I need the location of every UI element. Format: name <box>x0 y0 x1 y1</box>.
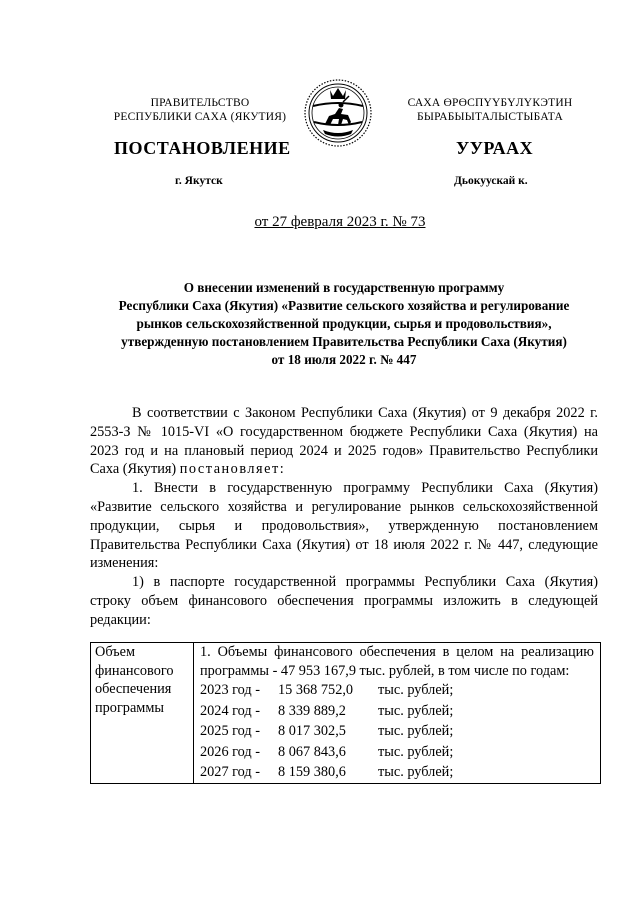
paragraph-subitem-1: 1) в паспорте государственной программы Республики Саха (Якутия) строку объем финансового обеспечения программы изложить в следующей редакции: <box>90 574 598 628</box>
year-label: 2024 год - <box>200 702 261 719</box>
city-ru: г. Якутск <box>175 175 223 187</box>
preamble-text: В соответствии с Законом Республики Саха (Якутия) от 9 декабря 2022 г. 2553-З № 1015-VI «О государственном бюджете Республики Саха (Якутия) на 2023 год и на плановый период 2024 и 2025 годов» Правительство Республики Саха (Якутия) <box>90 405 598 478</box>
doc-type-ru: ПОСТАНОВЛЕНИЕ <box>114 138 291 158</box>
table-row <box>91 643 601 784</box>
issuer-sakha-line2: БЫРАБЫЫТАЛЫСТЫБАТА <box>417 111 563 123</box>
year-row <box>200 680 594 701</box>
year-amount: 8 017 302,5 <box>278 723 346 740</box>
paragraph-item-1: 1. Внести в государственную программу Республики Саха (Якутия) «Развитие сельского хозяйства и регулирование рынков сельскохозяйственной продукции, сырья и продовольствия», утвержденную постановлением Правительства Республики Саха (Якутия) от 18 июля 2022 г. № 447, следующие изменения: <box>90 480 598 572</box>
document-number-date: от 27 февраля 2023 г. № 73 <box>254 214 426 230</box>
year-label: 2025 год - <box>200 723 261 740</box>
year-amount: 8 067 843,6 <box>278 743 346 760</box>
issuer-sakha <box>390 96 590 124</box>
year-unit: тыс. рублей; <box>378 743 454 760</box>
paragraph-preamble <box>90 404 598 479</box>
issuer-ru-line1: ПРАВИТЕЛЬСТВО <box>150 97 250 109</box>
year-label: 2026 год - <box>200 743 261 760</box>
year-row <box>200 762 594 783</box>
city-sakha: Дьокуускай к. <box>454 175 528 187</box>
year-unit: тыс. рублей; <box>378 702 454 719</box>
label-line: обеспечения <box>95 681 172 698</box>
year-row <box>200 701 594 722</box>
year-unit: тыс. рублей; <box>378 764 454 781</box>
issuer-ru-line2: РЕСПУБЛИКИ САХА (ЯКУТИЯ) <box>113 111 287 123</box>
title-line: О внесении изменений в государственную программу <box>183 280 505 295</box>
coat-of-arms-icon <box>303 78 373 148</box>
label-line: Объем <box>95 644 136 660</box>
table-label-cell <box>91 643 194 784</box>
year-row <box>200 742 594 763</box>
label-line: программы <box>95 699 165 716</box>
year-list <box>200 680 594 783</box>
issuer-sakha-line1: САХА ӨРӨСПҮҮБҮЛҮКЭТИН <box>407 97 573 109</box>
document-title <box>90 279 598 369</box>
financing-intro: 1. Объемы финансового обеспечения в целом на реализацию программы - 47 953 167,9 тыс. рублей, в том числе по годам: <box>200 644 594 679</box>
year-amount: 15 368 752,0 <box>278 682 354 699</box>
title-line: утвержденную постановлением Правительства Республики Саха (Якутия) <box>121 334 567 349</box>
table-value-cell <box>194 643 601 784</box>
year-label: 2027 год - <box>200 764 261 781</box>
title-line: рынков сельскохозяйственной продукции, сырья и продовольствия», <box>136 316 552 331</box>
label-line: финансового <box>95 662 174 679</box>
financing-table <box>90 642 601 784</box>
issuer-ru <box>100 96 300 124</box>
document-body <box>90 404 598 630</box>
year-row <box>200 721 594 742</box>
decree-verb: постановляет: <box>179 461 286 478</box>
title-line: Республики Саха (Якутия) «Развитие сельского хозяйства и регулирование <box>118 298 570 313</box>
doc-type-sakha: УУРААХ <box>456 138 534 158</box>
title-line: от 18 июля 2022 г. № 447 <box>271 352 417 367</box>
year-amount: 8 159 380,6 <box>278 764 346 781</box>
year-amount: 8 339 889,2 <box>278 702 346 719</box>
year-label: 2023 год - <box>200 682 261 699</box>
year-unit: тыс. рублей; <box>378 723 454 740</box>
year-unit: тыс. рублей; <box>378 682 454 699</box>
